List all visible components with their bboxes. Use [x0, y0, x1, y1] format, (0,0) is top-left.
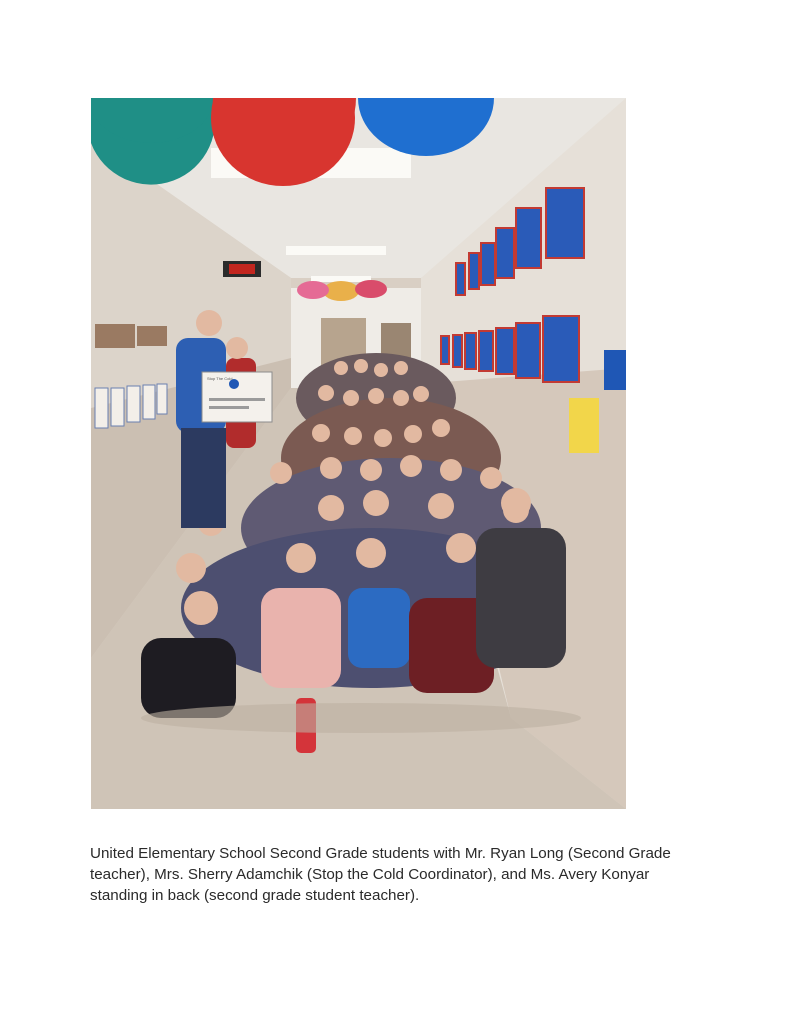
check-sign-text: Stop The Cold	[207, 376, 233, 381]
photo-caption: United Elementary School Second Grade students with Mr. Ryan Long (Second Grade teacher), Mrs. Sherry Adamchik (Stop the Cold Coordinator), and Ms. Avery Konyar standing in back (second grade student teacher).	[90, 845, 671, 904]
group-photo	[91, 98, 626, 809]
